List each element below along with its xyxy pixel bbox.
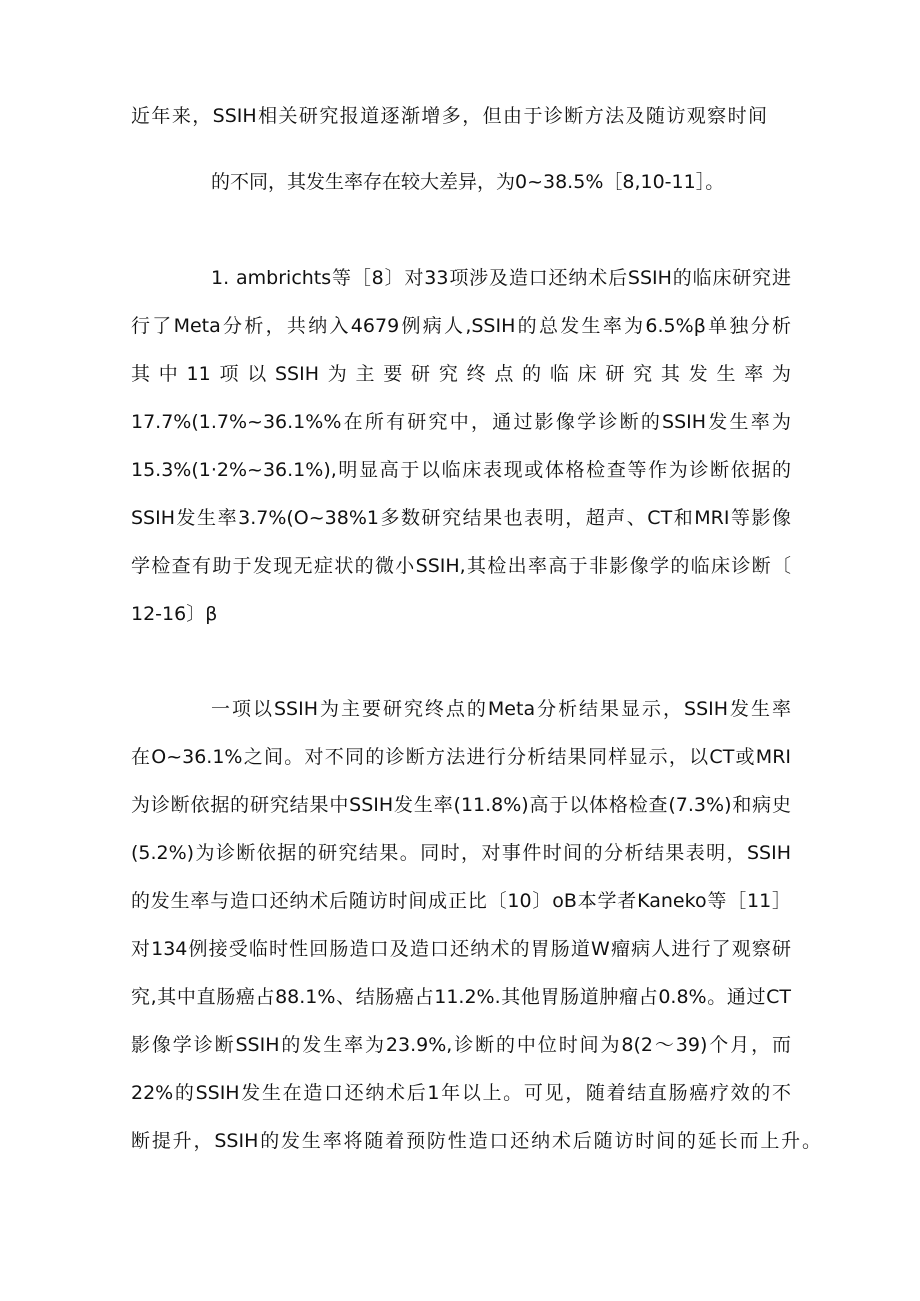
text-line: 1. ambrichts等［8〕对33项涉及造口还纳术后SSIH的临床研究进 (211, 267, 791, 289)
text-line: 17.7%(1.7%~36.1%%在所有研究中，通过影像学诊断的SSIH发生率为 (131, 411, 791, 433)
text-line: 行了Meta分析，共纳入4679例病人,SSIH的总发生率为6.5%β单独分析 (131, 315, 791, 337)
text-line: 15.3%(1·2%~36.1%),明显高于以临床表现或体格检查等作为诊断依据的 (131, 459, 791, 481)
text-line: 的不同，其发生率存在较大差异，为0~38.5%［8,10-11］。 (211, 171, 725, 193)
text-line: 究,其中直肠癌占88.1%、结肠癌占11.2%.其他胃肠道肿瘤占0.8%。通过CT (131, 986, 791, 1008)
text-line: 在O~36.1%之间。对不同的诊断方法进行分析结果同样显示，以CT或MRI (131, 746, 791, 768)
text-line: 一项以SSIH为主要研究终点的Meta分析结果显示，SSIH发生率 (211, 698, 791, 720)
text-line: 断提升，SSIH的发生率将随着预防性造口还纳术后随访时间的延长而上升。 (131, 1130, 821, 1152)
text-line: (5.2%)为诊断依据的研究结果。同时，对事件时间的分析结果表明，SSIH (131, 842, 791, 864)
text-line: 学检查有助于发现无症状的微小SSIH,其检出率高于非影像学的临床诊断〔 (131, 555, 791, 577)
text-line: 影像学诊断SSIH的发生率为23.9%,诊断的中位时间为8(2～39)个月，而 (131, 1034, 791, 1056)
text-line: 对134例接受临时性回肠造口及造口还纳术的胃肠道W瘤病人进行了观察研 (131, 938, 791, 960)
text-line: SSIH发生率3.7%(O~38%1多数研究结果也表明，超声、CT和MRI等影像 (131, 507, 791, 529)
text-line: 为诊断依据的研究结果中SSIH发生率(11.8%)高于以体格检查(7.3%)和病史 (131, 794, 791, 816)
text-line: 12-16〕β (131, 603, 218, 625)
text-line: 近年来，SSIH相关研究报道逐渐增多，但由于诊断方法及随访观察时间 (131, 105, 767, 127)
text-line: 的发生率与造口还纳术后随访时间成正比〔10〕oB本学者Kaneko等［11］ (131, 890, 791, 912)
text-line: 其中11项以SSIH为主要研究终点的临床研究其发生率为 (131, 363, 791, 385)
text-line: 22%的SSIH发生在造口还纳术后1年以上。可见，随着结直肠癌疗效的不 (131, 1082, 791, 1104)
